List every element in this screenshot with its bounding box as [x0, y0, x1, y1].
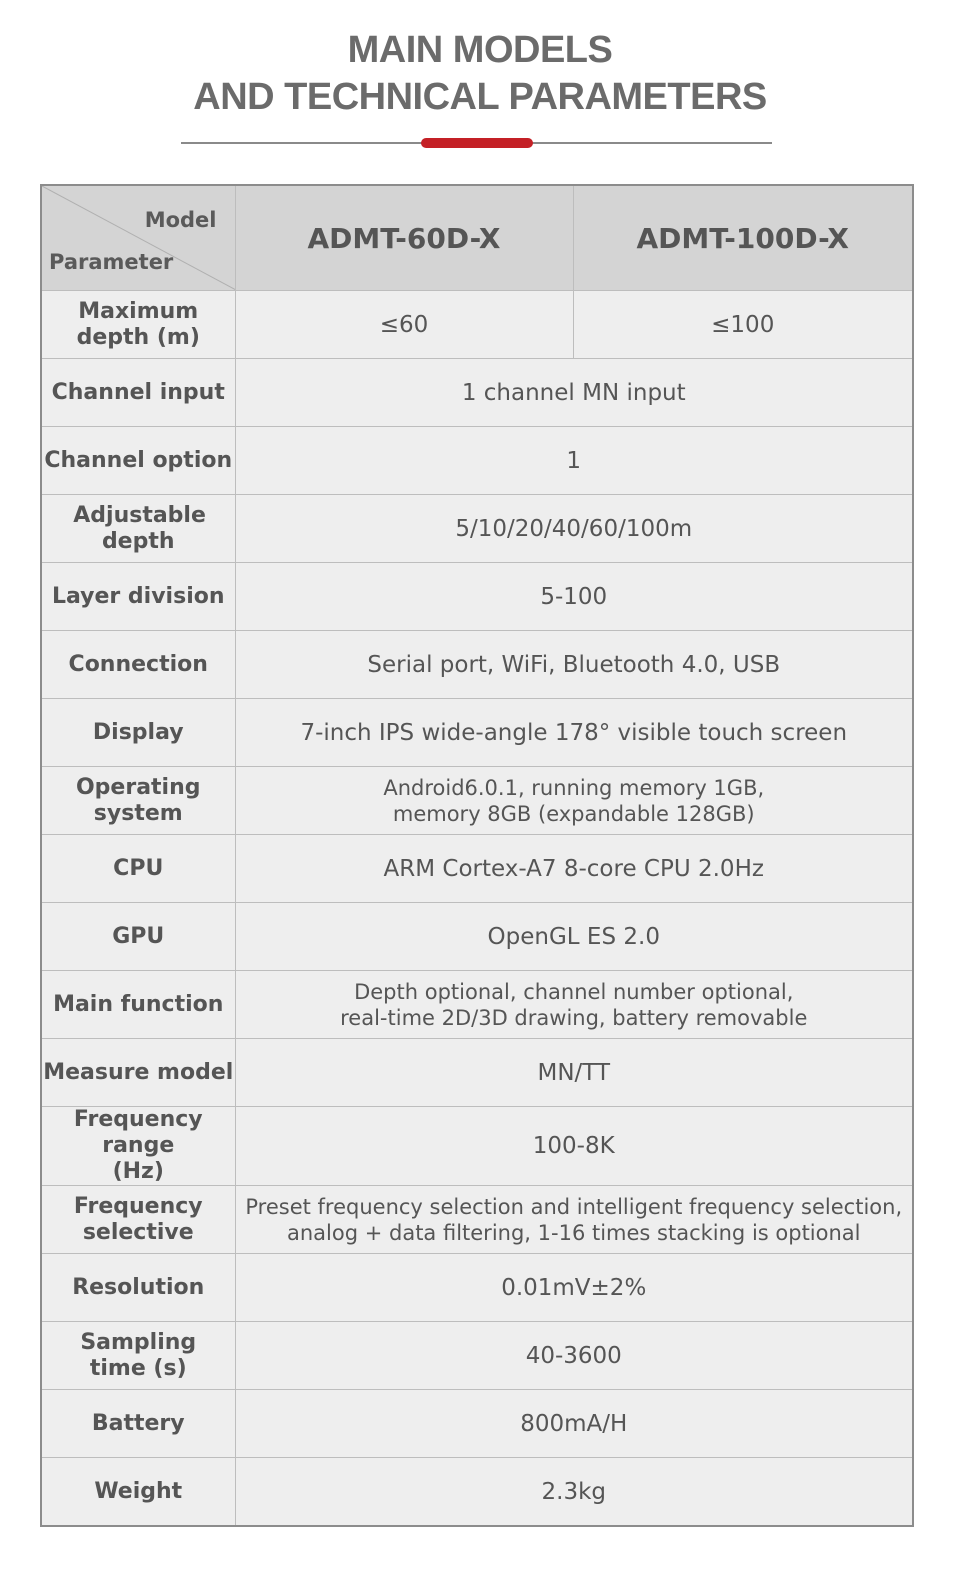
table-row — [41, 903, 913, 971]
table-row — [41, 359, 913, 427]
table-row — [41, 427, 913, 495]
value-channel-input: 1 channel MN input — [235, 359, 913, 427]
value-gpu: OpenGL ES 2.0 — [235, 903, 913, 971]
table-row — [41, 563, 913, 631]
param-name-resolution: Resolution — [41, 1254, 235, 1322]
param-name-channel-option: Channel option — [41, 427, 235, 495]
param-name-layer-division: Layer division — [41, 563, 235, 631]
value-adjustable-depth: 5/10/20/40/60/100m — [235, 495, 913, 563]
param-name-cpu: CPU — [41, 835, 235, 903]
param-name-display: Display — [41, 699, 235, 767]
param-name-text: Adjustable depth — [73, 502, 206, 554]
table-row — [41, 1322, 913, 1390]
value-channel-option: 1 — [235, 427, 913, 495]
page-title-line2: AND TECHNICAL PARAMETERS — [193, 76, 767, 118]
param-name-text: Frequency selective — [73, 1193, 203, 1245]
param-name-text: Frequency range (Hz) — [73, 1107, 203, 1184]
value-sampling-time: 40-3600 — [235, 1322, 913, 1390]
value-layer-division: 5-100 — [235, 563, 913, 631]
corner-header-cell — [41, 185, 235, 291]
value-frequency-selective — [235, 1186, 913, 1254]
value-weight: 2.3kg — [235, 1458, 913, 1527]
param-name-channel-input: Channel input — [41, 359, 235, 427]
table-row — [41, 699, 913, 767]
param-name-battery: Battery — [41, 1390, 235, 1458]
model-header-60: ADMT-60D-X — [235, 185, 573, 291]
param-name-text: Maximum depth (m) — [76, 298, 200, 350]
parameter-label: Parameter — [49, 250, 174, 274]
param-name-gpu: GPU — [41, 903, 235, 971]
param-name-adjustable-depth — [41, 495, 235, 563]
param-name-measure-model: Measure model — [41, 1039, 235, 1107]
table-row — [41, 291, 913, 359]
value-connection: Serial port, WiFi, Bluetooth 4.0, USB — [235, 631, 913, 699]
table-row — [41, 1254, 913, 1322]
value-line: memory 8GB (expandable 128GB) — [392, 801, 755, 826]
value-max-depth-100: ≤100 — [573, 291, 913, 359]
diagonal-divider — [42, 186, 235, 290]
param-name-text: Sampling time (s) — [80, 1329, 197, 1381]
value-line: Depth optional, channel number optional, — [354, 979, 794, 1004]
param-name-max-depth — [41, 291, 235, 359]
header-row — [41, 185, 913, 291]
value-line: real-time 2D/3D drawing, battery removable — [340, 1005, 808, 1030]
param-name-connection: Connection — [41, 631, 235, 699]
table-row — [41, 495, 913, 563]
table-row — [41, 1186, 913, 1254]
value-resolution: 0.01mV±2% — [235, 1254, 913, 1322]
table-row — [41, 631, 913, 699]
param-name-frequency-range — [41, 1107, 235, 1186]
table-row — [41, 971, 913, 1039]
param-name-main-function: Main function — [41, 971, 235, 1039]
value-line: Android6.0.1, running memory 1GB, — [383, 775, 765, 800]
value-line: analog + data filtering, 1-16 times stacking is optional — [286, 1220, 861, 1245]
value-line: Preset frequency selection and intelligent frequency selection, — [245, 1194, 903, 1219]
param-name-sampling-time — [41, 1322, 235, 1390]
spec-table — [40, 184, 914, 1527]
value-operating-system — [235, 767, 913, 835]
table-row — [41, 1039, 913, 1107]
param-name-text: Operating system — [75, 774, 201, 826]
param-name-weight: Weight — [41, 1458, 235, 1527]
table-row — [41, 1390, 913, 1458]
value-measure-model: MN/TT — [235, 1039, 913, 1107]
param-name-frequency-selective — [41, 1186, 235, 1254]
value-max-depth-60: ≤60 — [235, 291, 573, 359]
model-header-100: ADMT-100D-X — [573, 185, 913, 291]
table-row — [41, 1107, 913, 1186]
value-cpu: ARM Cortex-A7 8-core CPU 2.0Hz — [235, 835, 913, 903]
value-main-function — [235, 971, 913, 1039]
model-label: Model — [144, 208, 217, 232]
table-row — [41, 835, 913, 903]
param-name-operating-system — [41, 767, 235, 835]
value-frequency-range: 100-8K — [235, 1107, 913, 1186]
value-battery: 800mA/H — [235, 1390, 913, 1458]
table-row — [41, 767, 913, 835]
title-accent-bar — [421, 138, 533, 148]
value-display: 7-inch IPS wide-angle 178° visible touch screen — [235, 699, 913, 767]
page-title-line1: MAIN MODELS — [347, 29, 613, 71]
table-row — [41, 1458, 913, 1527]
